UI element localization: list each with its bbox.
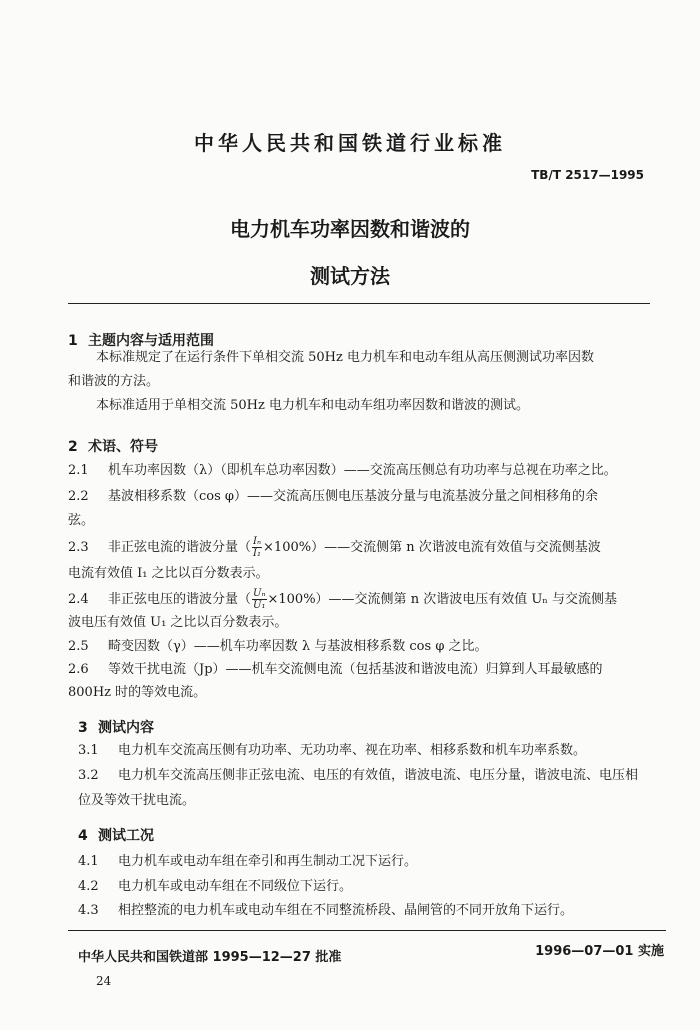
fraction-denominator: U₁ (253, 600, 266, 611)
fraction-numerator: Uₙ (253, 588, 266, 599)
clause-number: 2.4 (68, 592, 89, 607)
clause-2-2-line-1 (68, 487, 598, 507)
effective-date: 1996—07—01 实施 (535, 944, 664, 959)
footer-divider (68, 930, 666, 931)
clause-text: 机车功率因数（λ）（即机车总功率因数）——交流高压侧总有功功率与总视在功率之比。 (108, 463, 617, 478)
clause-text-pre: 非正弦电流的谐波分量（ (108, 540, 252, 555)
clause-text: 畸变因数（γ）——机车功率因数 λ 与基波相移系数 cos φ 之比。 (108, 639, 488, 654)
standard-title: 中华人民共和国铁道行业标准 (194, 131, 506, 155)
section-title: 测试工况 (98, 828, 154, 844)
section-1-heading (68, 330, 214, 350)
section-1-paragraph-1-line-2: 和谐波的方法。 (68, 374, 160, 389)
clause-text: 相控整流的电力机车或电动车组在不同整流桥段、晶闸管的不同开放角下运行。 (118, 903, 574, 918)
clause-2-1 (68, 461, 617, 481)
clause-text: 基波相移系数（cos φ）——交流高压侧电压基波分量与电流基波分量之间相移角的余 (108, 489, 599, 504)
clause-number: 2.5 (68, 639, 89, 654)
document-title-line1: 电力机车功率因数和谐波的 (230, 217, 470, 241)
fraction-denominator: I₁ (253, 548, 261, 559)
clause-2-5 (68, 637, 488, 657)
clause-3-2-line-2: 位及等效干扰电流。 (78, 793, 196, 808)
clause-2-4-line-2: 波电压有效值 U₁ 之比以百分数表示。 (68, 615, 288, 630)
section-title: 术语、符号 (88, 439, 158, 455)
clause-number: 4.1 (78, 854, 99, 869)
standard-code: TB/T 2517—1995 (531, 168, 644, 182)
voltage-harmonic-fraction (252, 588, 266, 611)
clause-number: 4.3 (78, 903, 99, 918)
clause-number: 4.2 (78, 879, 99, 894)
section-number: 4 (78, 828, 88, 844)
clause-number: 3.1 (78, 743, 99, 758)
clause-2-3-line-1 (68, 536, 601, 559)
section-2-heading (68, 436, 158, 456)
section-title: 测试内容 (98, 720, 154, 736)
clause-4-3 (78, 901, 573, 921)
section-1-paragraph-2: 本标准适用于单相交流 50Hz 电力机车和电动车组功率因数和谐波的测试。 (96, 398, 529, 413)
clause-text: 电力机车交流高压侧有功功率、无功功率、视在功率、相移系数和机车功率系数。 (118, 743, 587, 758)
clause-4-2 (78, 877, 352, 897)
clause-number: 3.2 (78, 768, 99, 783)
clause-4-1 (78, 852, 417, 872)
section-title: 主题内容与适用范围 (88, 333, 214, 349)
clause-2-3-line-2: 电流有效值 I₁ 之比以百分数表示。 (68, 566, 269, 581)
clause-text-post: ×100%）——交流侧第 n 次谐波电流有效值与交流侧基波 (263, 540, 601, 555)
clause-number: 2.3 (68, 540, 89, 555)
clause-2-4-line-1 (68, 588, 617, 611)
clause-text: 电力机车交流高压侧非正弦电流、电压的有效值，谐波电流、电压分量，谐波电流、电压相 (118, 768, 639, 783)
clause-text-post: ×100%）——交流侧第 n 次谐波电压有效值 Uₙ 与交流侧基 (267, 592, 618, 607)
clause-number: 2.2 (68, 489, 89, 504)
clause-3-2-line-1 (78, 766, 638, 786)
section-3-heading (78, 717, 154, 737)
header-divider (68, 303, 650, 304)
section-number: 2 (68, 439, 78, 455)
section-1-paragraph-1-line-1: 本标准规定了在运行条件下单相交流 50Hz 电力机车和电动车组从高压侧测试功率因数 (96, 350, 594, 365)
clause-number: 2.6 (68, 662, 89, 677)
clause-3-1 (78, 741, 586, 761)
clause-text: 电力机车或电动车组在不同级位下运行。 (118, 879, 353, 894)
clause-2-6-line-1 (68, 660, 603, 680)
clause-text-pre: 非正弦电压的谐波分量（ (108, 592, 252, 607)
clause-text: 等效干扰电流（Jp）——机车交流侧电流（包括基波和谐波电流）归算到人耳最敏感的 (108, 662, 603, 677)
document-title-line2: 测试方法 (310, 264, 390, 288)
fraction-numerator: Iₙ (253, 536, 262, 547)
current-harmonic-fraction (252, 536, 262, 559)
approval-statement: 中华人民共和国铁道部 1995—12—27 批准 (78, 950, 342, 965)
section-number: 1 (68, 333, 78, 349)
section-4-heading (78, 825, 154, 845)
clause-2-2-line-2: 弦。 (68, 513, 95, 528)
section-number: 3 (78, 720, 88, 736)
clause-2-6-line-2: 800Hz 时的等效电流。 (68, 685, 207, 700)
clause-text: 电力机车或电动车组在牵引和再生制动工况下运行。 (118, 854, 418, 869)
page-number: 24 (96, 974, 112, 988)
clause-number: 2.1 (68, 463, 89, 478)
